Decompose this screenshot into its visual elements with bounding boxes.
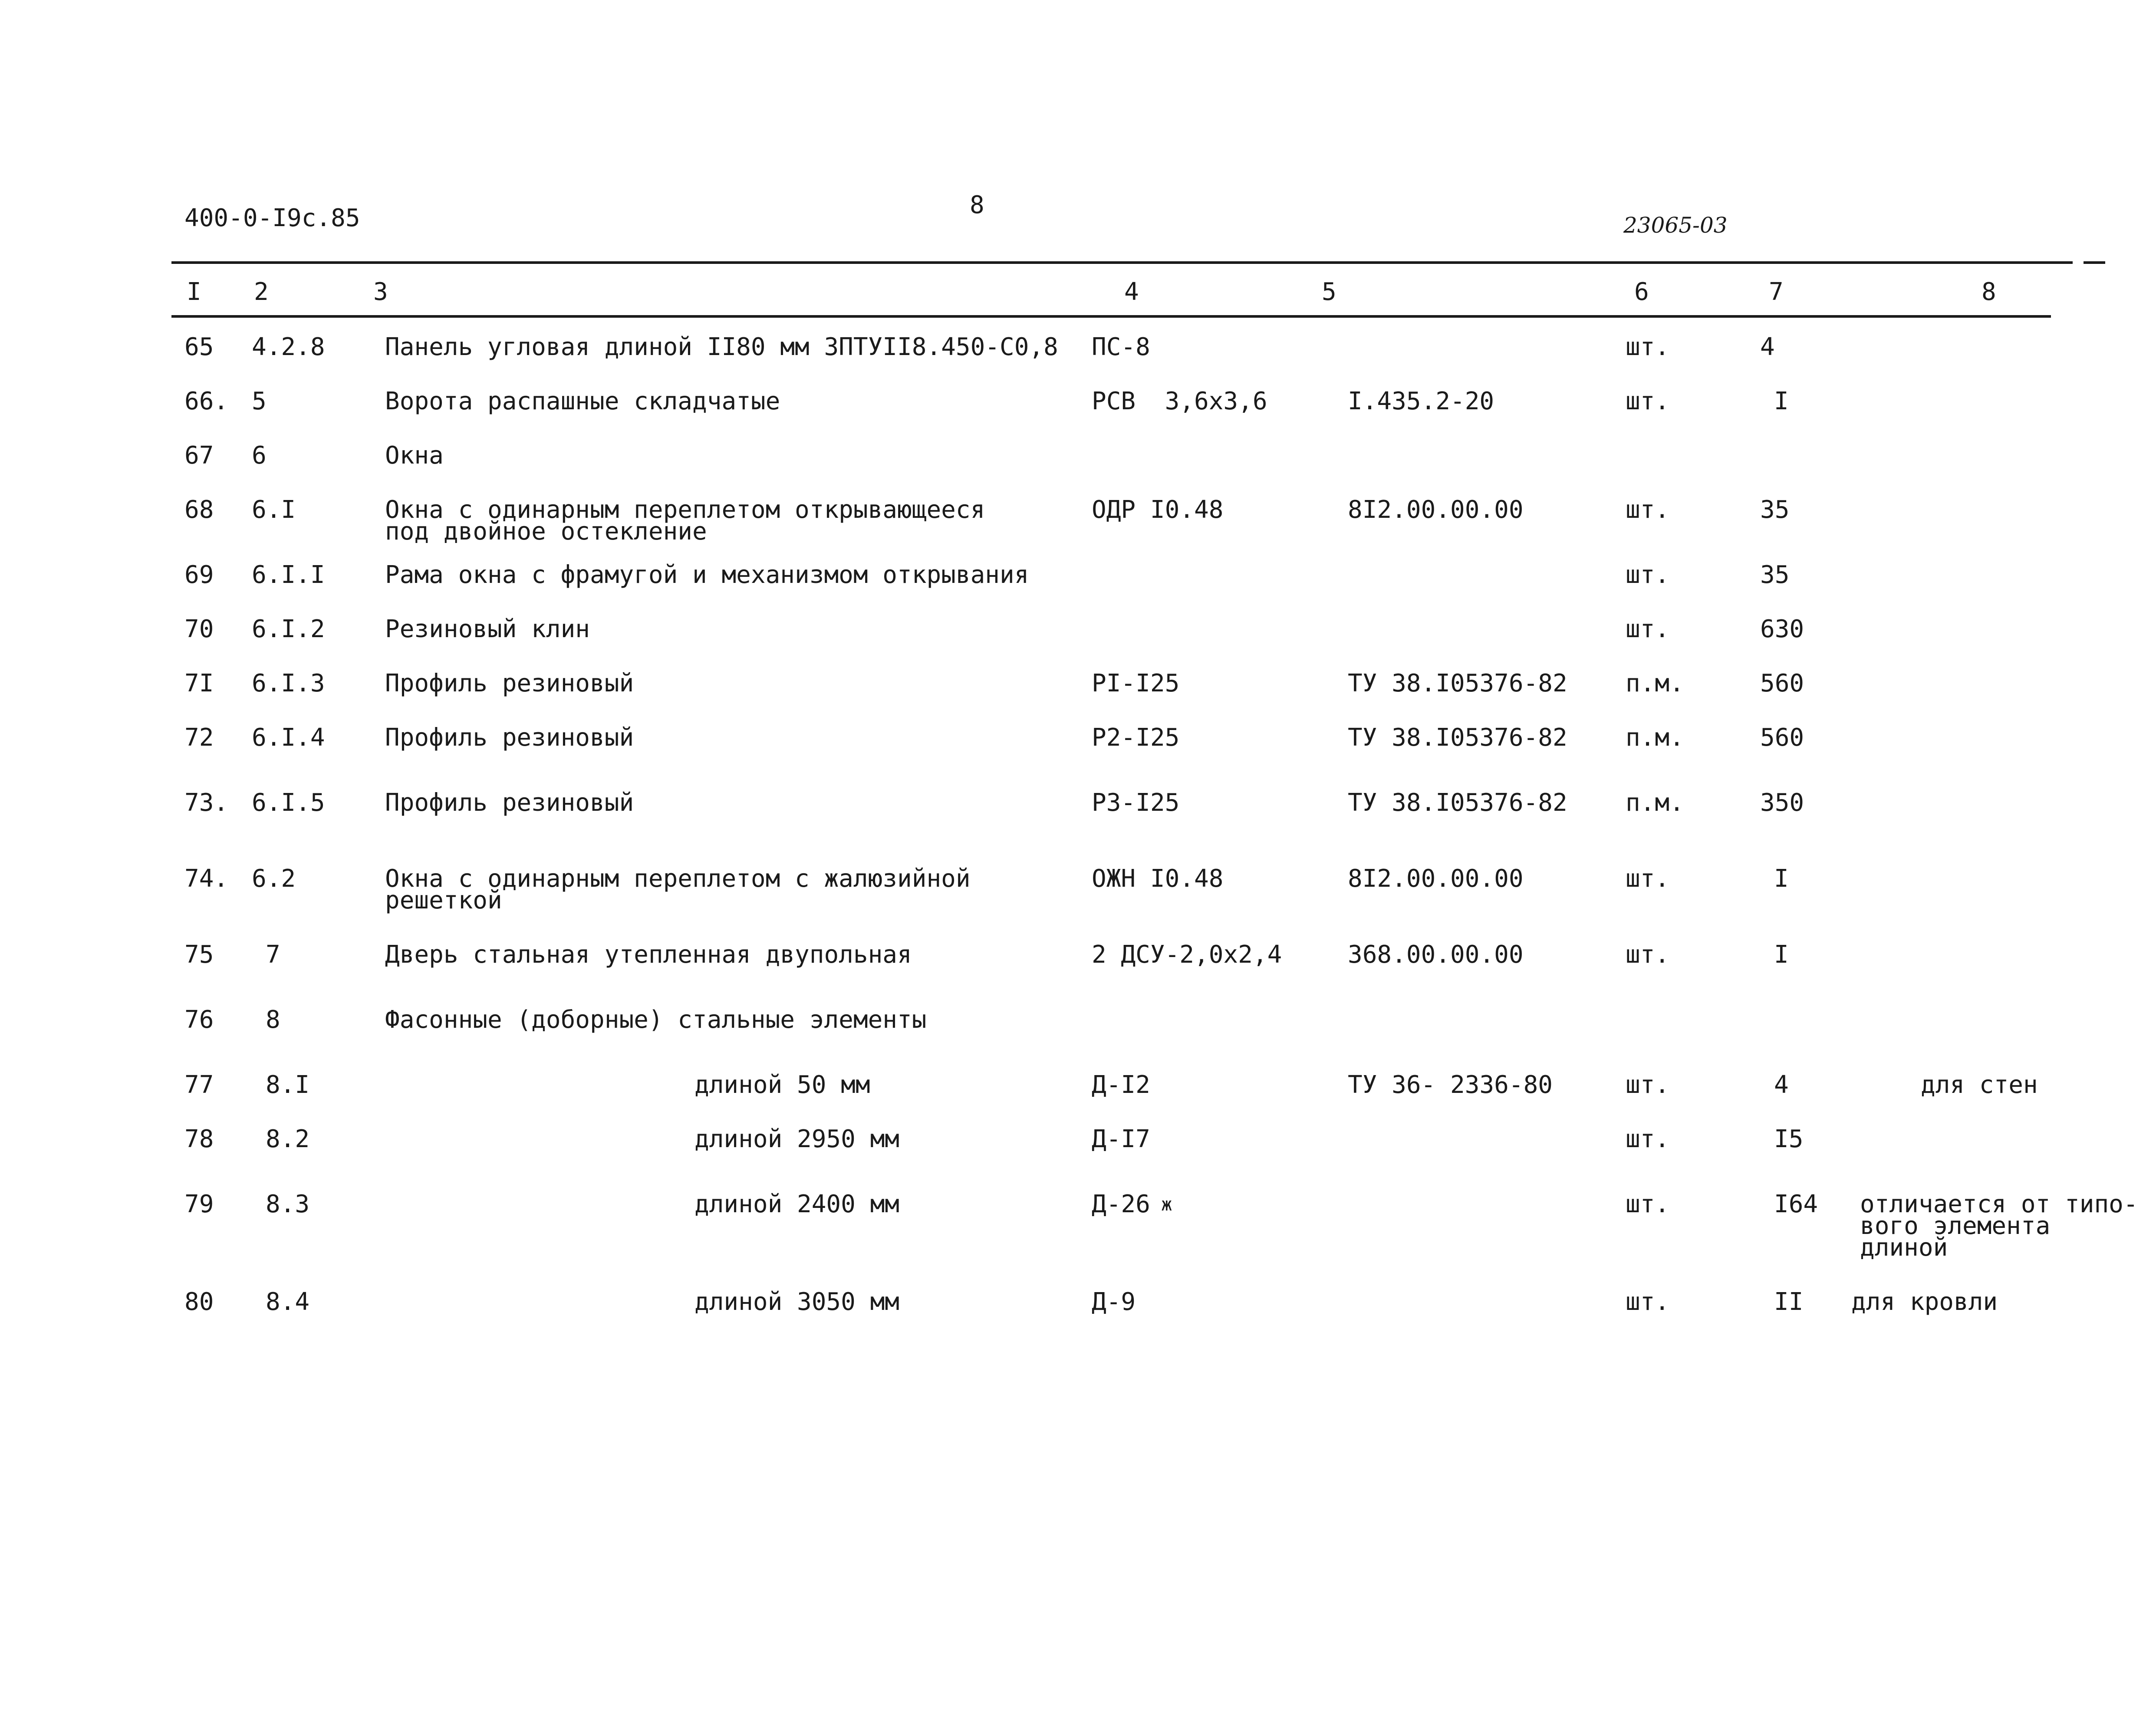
row-position: 7	[266, 941, 280, 969]
row-number: 74.	[184, 865, 229, 893]
item-unit: п.м.	[1626, 669, 1684, 697]
item-name: Панель угловая длиной II80 мм ЗПТУII8.450-С0,8	[385, 333, 1058, 361]
header-rule	[171, 315, 2051, 318]
item-name: Профиль резиновый	[385, 789, 634, 817]
page-number: 8	[970, 191, 984, 219]
row-position: 5	[252, 387, 267, 415]
item-mark: Д-I2	[1092, 1071, 1150, 1099]
column-header-7: 7	[1769, 278, 1784, 306]
item-quantity: 350	[1760, 789, 1804, 817]
item-mark: ПС-8	[1092, 333, 1150, 361]
column-header-1: I	[187, 278, 201, 306]
item-quantity: I5	[1774, 1125, 1804, 1153]
row-number: 67	[184, 441, 214, 470]
column-header-4: 4	[1124, 278, 1139, 306]
row-number: 80	[184, 1288, 214, 1316]
item-name: длиной 2400 мм	[695, 1190, 900, 1218]
top-rule-tick	[2084, 261, 2105, 264]
item-mark: Д-26 $^ж$	[1092, 1190, 1172, 1218]
column-header-3: 3	[373, 278, 388, 306]
row-position: 8.2	[266, 1125, 310, 1153]
item-mark: ОЖН I0.48	[1092, 865, 1224, 893]
item-quantity: I	[1774, 941, 1789, 969]
item-unit: шт.	[1626, 496, 1670, 524]
item-quantity: II	[1774, 1288, 1804, 1316]
item-quantity: 4	[1760, 333, 1775, 361]
footnote-mark: ж	[1150, 1194, 1172, 1215]
table-row	[0, 1190, 2156, 1262]
row-number: 78	[184, 1125, 214, 1153]
item-name: Профиль резиновый	[385, 669, 634, 697]
table-row	[0, 333, 2156, 380]
row-number: 73.	[184, 789, 229, 817]
item-quantity: I64	[1774, 1190, 1818, 1218]
row-position: 8.3	[266, 1190, 310, 1218]
table-row	[0, 561, 2156, 608]
item-mark: РI-I25	[1092, 669, 1180, 697]
row-number: 77	[184, 1071, 214, 1099]
item-name: Ворота распашные складчатые	[385, 387, 780, 415]
row-number: 79	[184, 1190, 214, 1218]
row-position: 6	[252, 441, 267, 470]
item-unit: шт.	[1626, 1288, 1670, 1316]
item-name: Рама окна с фрамугой и механизмом открывания	[385, 561, 1029, 589]
item-note: для кровли	[1851, 1288, 1998, 1316]
item-quantity: 35	[1760, 561, 1790, 589]
item-quantity: 4	[1774, 1071, 1789, 1099]
item-unit: шт.	[1626, 615, 1670, 643]
row-position: 6.I.5	[252, 789, 325, 817]
table-row	[0, 941, 2156, 987]
column-header-2: 2	[254, 278, 269, 306]
item-unit: п.м.	[1626, 724, 1684, 752]
row-number: 72	[184, 724, 214, 752]
row-number: 76	[184, 1006, 214, 1034]
item-document: ТУ 38.I05376-82	[1348, 724, 1567, 752]
item-mark: 2 ДСУ-2,0х2,4	[1092, 941, 1282, 969]
item-name: Профиль резиновый	[385, 724, 634, 752]
table-row	[0, 1006, 2156, 1053]
item-unit: шт.	[1626, 561, 1670, 589]
row-number: 7I	[184, 669, 214, 697]
table-row	[0, 496, 2156, 546]
table-row	[0, 789, 2156, 836]
item-unit: шт.	[1626, 1125, 1670, 1153]
item-name: Окна с одинарным переплетом с жалюзийной решеткой	[385, 865, 971, 914]
column-header-5: 5	[1322, 278, 1336, 306]
item-document: 8I2.00.00.00	[1348, 865, 1524, 893]
table-row	[0, 1288, 2156, 1335]
item-name: длиной 50 мм	[695, 1071, 870, 1099]
row-position: 6.I.3	[252, 669, 325, 697]
table-row	[0, 615, 2156, 662]
top-rule	[171, 261, 2073, 264]
item-quantity: I	[1774, 865, 1789, 893]
item-unit: шт.	[1626, 1190, 1670, 1218]
item-quantity: 35	[1760, 496, 1790, 524]
item-name: Окна	[385, 441, 444, 470]
row-number: 69	[184, 561, 214, 589]
item-unit: шт.	[1626, 333, 1670, 361]
item-unit: шт.	[1626, 387, 1670, 415]
item-unit: шт.	[1626, 1071, 1670, 1099]
item-mark: Р3-I25	[1092, 789, 1180, 817]
table-row	[0, 669, 2156, 716]
item-quantity: 560	[1760, 669, 1804, 697]
row-position: 6.I.4	[252, 724, 325, 752]
item-document: ТУ 36- 2336-80	[1348, 1071, 1553, 1099]
table-row	[0, 1071, 2156, 1118]
item-unit: шт.	[1626, 941, 1670, 969]
row-position: 6.I.2	[252, 615, 325, 643]
row-number: 70	[184, 615, 214, 643]
row-number: 66.	[184, 387, 229, 415]
row-position: 8.4	[266, 1288, 310, 1316]
item-mark: Р2-I25	[1092, 724, 1180, 752]
row-position: 6.I	[252, 496, 296, 524]
item-document: ТУ 38.I05376-82	[1348, 789, 1567, 817]
row-position: 8.I	[266, 1071, 310, 1099]
item-name: Окна с одинарным переплетом открывающееся под двойное остекление	[385, 496, 985, 546]
column-header-6: 6	[1634, 278, 1649, 306]
item-name: Дверь стальная утепленная двупольная	[385, 941, 912, 969]
row-number: 68	[184, 496, 214, 524]
item-unit: шт.	[1626, 865, 1670, 893]
row-position: 4.2.8	[252, 333, 325, 361]
row-position: 6.2	[252, 865, 296, 893]
table-row	[0, 865, 2156, 914]
item-note: для стен	[1921, 1071, 2038, 1099]
row-position: 8	[266, 1006, 280, 1034]
inventory-stamp: 23065-03	[1623, 213, 1728, 238]
column-header-8: 8	[1982, 278, 1996, 306]
item-quantity: 560	[1760, 724, 1804, 752]
row-number: 65	[184, 333, 214, 361]
item-name: Фасонные (доборные) стальные элементы	[385, 1006, 927, 1034]
item-document: 368.00.00.00	[1348, 941, 1524, 969]
document-code: 400-0-I9c.85	[184, 204, 360, 232]
row-position: 6.I.I	[252, 561, 325, 589]
item-unit: п.м.	[1626, 789, 1684, 817]
table-row	[0, 1125, 2156, 1172]
item-mark: Д-9	[1092, 1288, 1136, 1316]
item-mark: РСВ 3,6х3,6	[1092, 387, 1267, 415]
item-name: Резиновый клин	[385, 615, 590, 643]
item-quantity: 630	[1760, 615, 1804, 643]
item-mark: ОДР I0.48	[1092, 496, 1224, 524]
item-name: длиной 2950 мм	[695, 1125, 900, 1153]
table-row	[0, 441, 2156, 488]
item-document: ТУ 38.I05376-82	[1348, 669, 1567, 697]
table-row	[0, 724, 2156, 770]
item-note: отличается от типо- вого элемента длиной	[1860, 1190, 2138, 1262]
item-name: длиной 3050 мм	[695, 1288, 900, 1316]
item-mark: Д-I7	[1092, 1125, 1150, 1153]
row-number: 75	[184, 941, 214, 969]
item-document: 8I2.00.00.00	[1348, 496, 1524, 524]
item-document: I.435.2-20	[1348, 387, 1494, 415]
table-row	[0, 387, 2156, 434]
item-quantity: I	[1774, 387, 1789, 415]
